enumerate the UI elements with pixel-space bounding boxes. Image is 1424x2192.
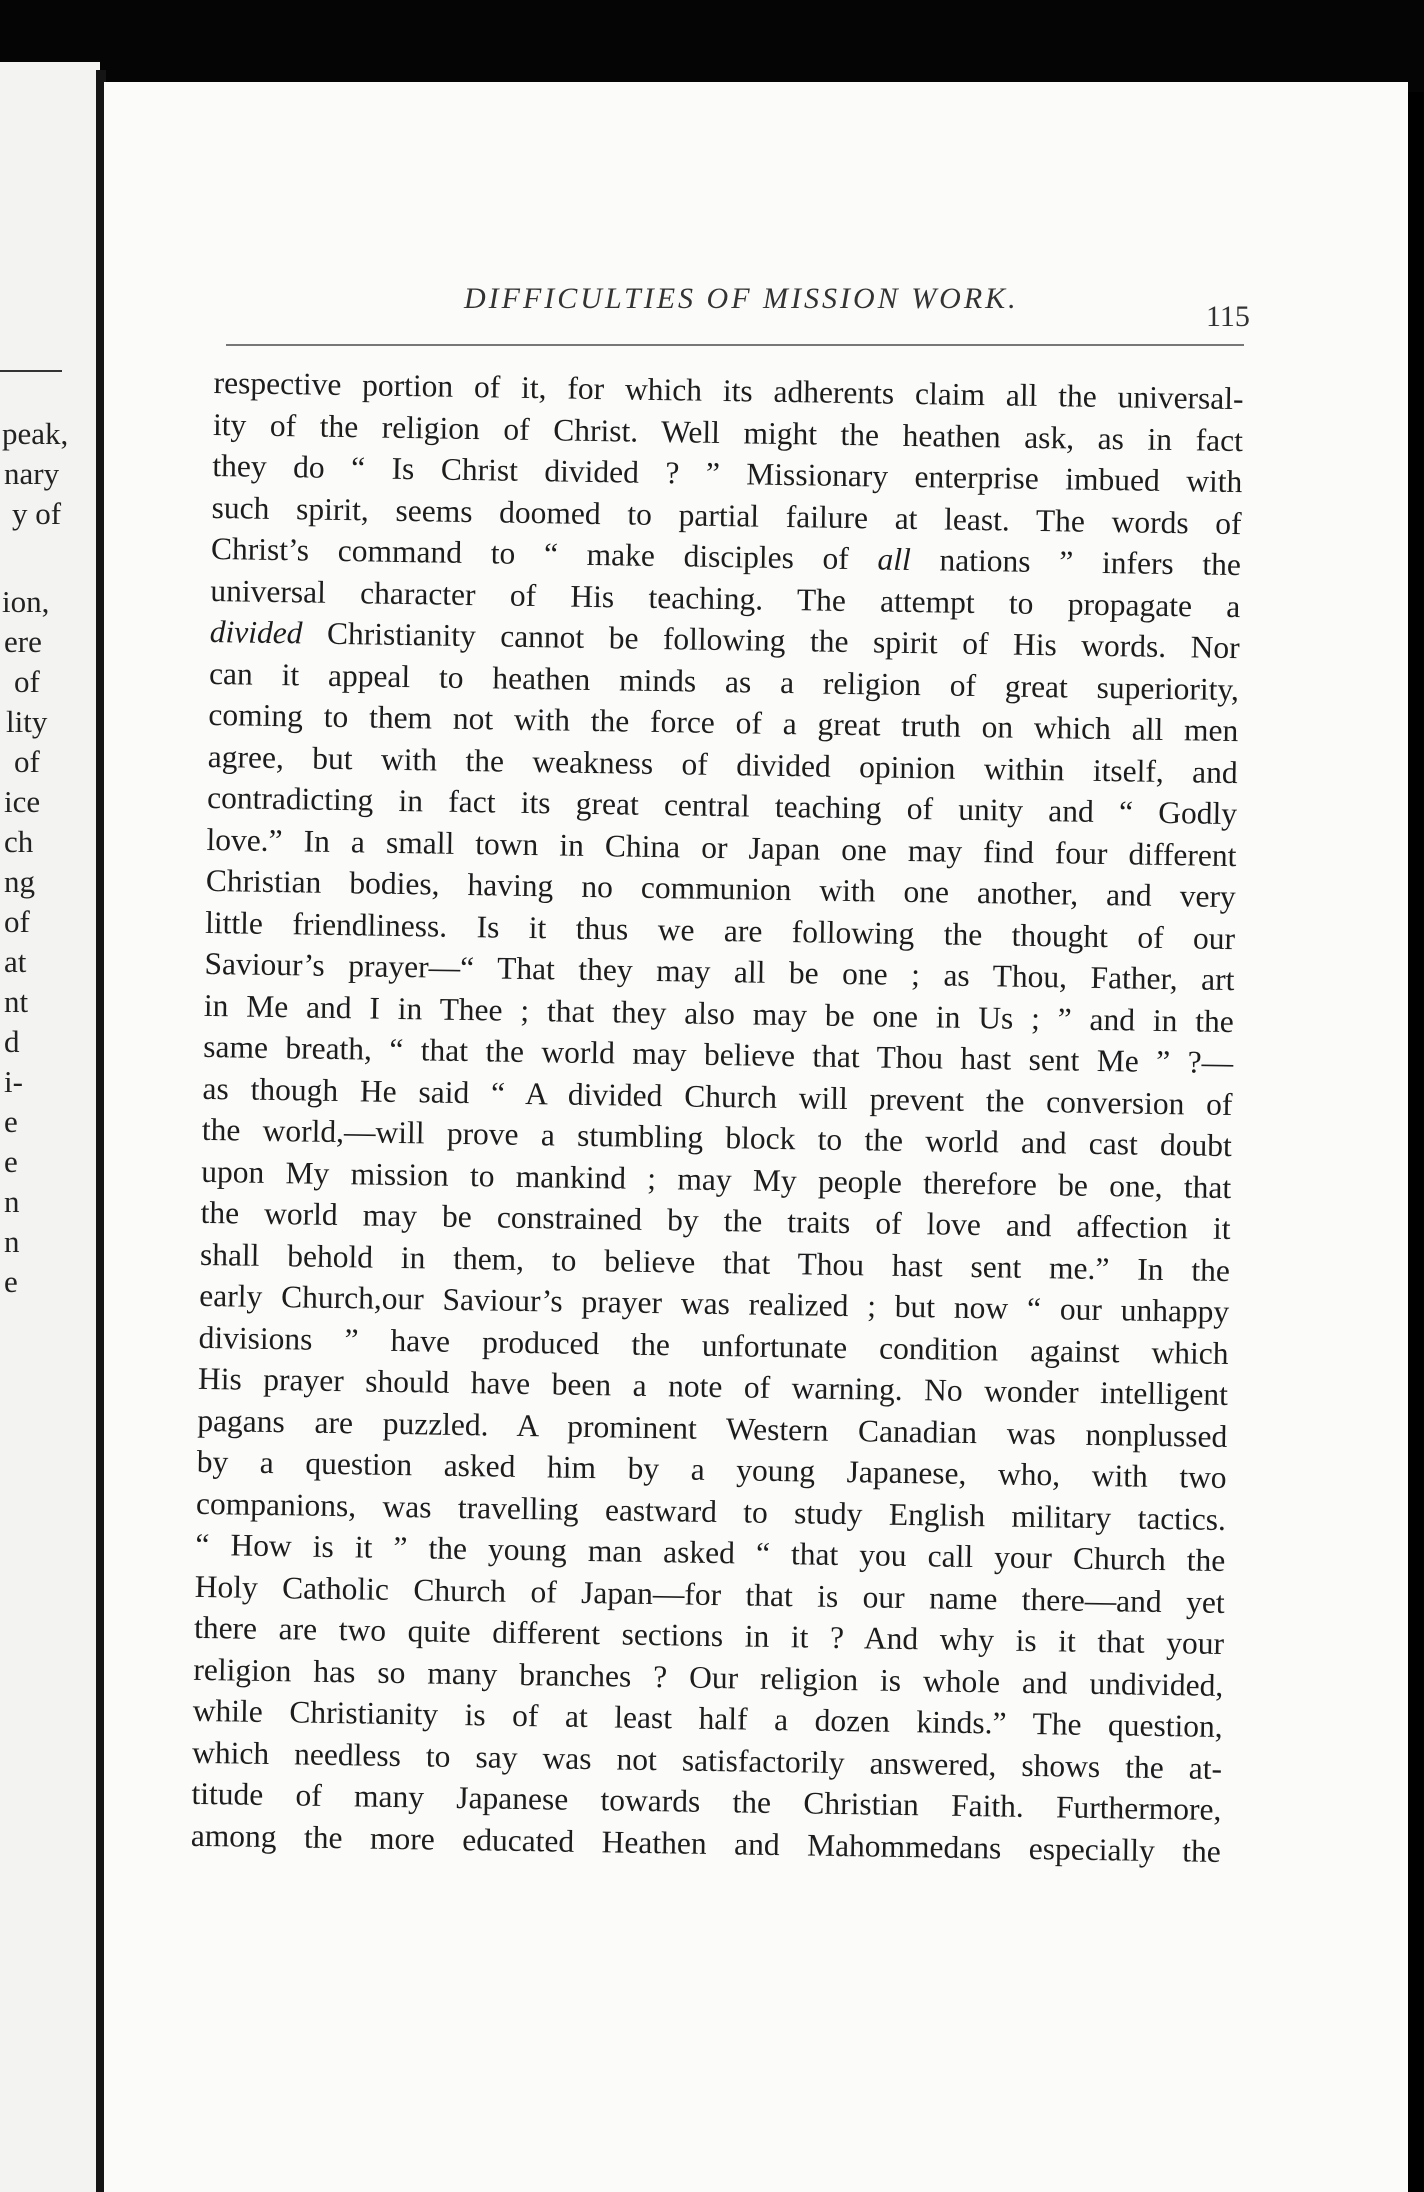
fragment: of bbox=[4, 904, 30, 939]
text-line: agree, but with the weakness of divided opinion within itself, and bbox=[207, 738, 1238, 790]
adjacent-page-edge bbox=[0, 62, 100, 2192]
fragment: e bbox=[4, 1264, 18, 1299]
text-line: can it appeal to heathen minds as a religion of great superiority, bbox=[208, 655, 1240, 707]
text-line: early Church,our Saviour’s prayer was realized ; but now “ our unhappy bbox=[199, 1277, 1230, 1330]
text-line: they do “ Is Christ divided ? ” Missionary enterprise imbued with bbox=[212, 447, 1243, 500]
fragment: n bbox=[4, 1184, 20, 1219]
page-number: 115 bbox=[1206, 300, 1250, 333]
fragment: e bbox=[4, 1104, 18, 1139]
text-segment: Christ’s command to “ make disciples of bbox=[210, 530, 850, 576]
scan-top-edge bbox=[0, 0, 1424, 92]
fragment: nt bbox=[4, 984, 29, 1019]
book-page bbox=[104, 82, 1408, 2192]
text-line: universal character of His teaching. The attempt to propagate a bbox=[210, 572, 1241, 624]
text-line: the world may be constrained by the traits of love and affection it bbox=[200, 1194, 1231, 1247]
fragment: ion, bbox=[2, 584, 50, 619]
text-line: the world,—will prove a stumbling block to the world and cast doubt bbox=[201, 1111, 1233, 1164]
text-line: respective portion of it, for which its adherents claim all the universal- bbox=[213, 364, 1244, 417]
text-line: “ How is it ” the young man asked “ that you call your Church the bbox=[195, 1526, 1226, 1579]
text-line: by a question asked him by a young Japanese, who, with two bbox=[196, 1443, 1227, 1496]
fragment: of bbox=[14, 664, 40, 699]
text-line: which needless to say was not satisfactorily answered, shows the at- bbox=[191, 1734, 1223, 1786]
text-line: religion has so many branches ? Our religion is whole and undivided, bbox=[193, 1651, 1224, 1703]
fragment: at bbox=[4, 944, 27, 979]
text-line: there are two quite different sections in it ? And why is it that your bbox=[193, 1609, 1225, 1662]
text-line: Saviour’s prayer—“ That they may all be one ; as Thou, Father, art bbox=[204, 945, 1235, 998]
fragment: ere bbox=[4, 624, 42, 659]
text-line: in Me and I in Thee ; that they also may be one in Us ; ” and in the bbox=[203, 987, 1235, 1039]
fragment: lity bbox=[6, 704, 48, 739]
text-line: companions, was travelling eastward to study English military tactics. bbox=[195, 1485, 1227, 1537]
text-segment: nations ” infers the bbox=[939, 542, 1242, 583]
text-line: shall behold in them, to believe that Thou hast sent me.” In the bbox=[199, 1236, 1231, 1288]
fragment: i- bbox=[4, 1064, 23, 1099]
text-line: upon My mission to mankind ; may My people therefore be one, that bbox=[201, 1153, 1232, 1205]
text-line: among the more educated Heathen and Mahommedans especially the bbox=[190, 1817, 1222, 1869]
adjacent-page-rule bbox=[0, 370, 62, 372]
fragment: of bbox=[14, 744, 40, 779]
text-line: such spirit, seems doomed to partial failure at least. The words of bbox=[211, 489, 1242, 541]
fragment: e bbox=[4, 1144, 18, 1179]
text-line: ity of the religion of Christ. Well might the heathen ask, as in fact bbox=[212, 406, 1244, 458]
italic-word: divided bbox=[209, 613, 303, 651]
body-text bbox=[191, 362, 1244, 1872]
running-title: DIFFICULTIES OF MISSION WORK. bbox=[464, 282, 1019, 315]
fragment: nary bbox=[4, 456, 60, 491]
fragment: ice bbox=[4, 784, 41, 819]
text-line: contradicting in fact its great central teaching of unity and “ Godly bbox=[206, 779, 1238, 832]
text-line: same breath, “ that the world may believe that Thou hast sent Me ” ?— bbox=[202, 1028, 1234, 1081]
text-line: while Christianity is of at least half a dozen kinds.” The question, bbox=[192, 1692, 1223, 1745]
text-line: love.” In a small town in China or Japan one may find four different bbox=[206, 821, 1237, 873]
fragment: y of bbox=[12, 496, 62, 531]
text-line: pagans are puzzled. A prominent Western Canadian was nonplussed bbox=[197, 1402, 1228, 1454]
fragment: d bbox=[4, 1024, 20, 1059]
text-line: titude of many Japanese towards the Christian Faith. Furthermore, bbox=[191, 1775, 1222, 1827]
text-line: Holy Catholic Church of Japan—for that is our name there—and yet bbox=[194, 1568, 1225, 1620]
text-line: His prayer should have been a note of warning. No wonder intelligent bbox=[197, 1360, 1229, 1413]
text-line: little friendliness. Is it thus we are following the thought of our bbox=[204, 904, 1236, 956]
text-segment: Christianity cannot be following the spirit of His words. Nor bbox=[326, 615, 1240, 666]
fragment: ng bbox=[4, 864, 35, 899]
fragment: peak, bbox=[2, 416, 69, 451]
text-line: as though He said “ A divided Church will prevent the conversion of bbox=[202, 1070, 1233, 1122]
italic-word: all bbox=[877, 541, 912, 577]
fragment: ch bbox=[4, 824, 34, 859]
text-line: coming to them not with the force of a great truth on which all men bbox=[208, 696, 1239, 749]
fragment: n bbox=[4, 1224, 20, 1259]
text-line: Christian bodies, having no communion with one another, and very bbox=[205, 862, 1237, 915]
header-rule bbox=[226, 344, 1244, 346]
text-line: divisions ” have produced the unfortunate condition against which bbox=[198, 1319, 1229, 1371]
